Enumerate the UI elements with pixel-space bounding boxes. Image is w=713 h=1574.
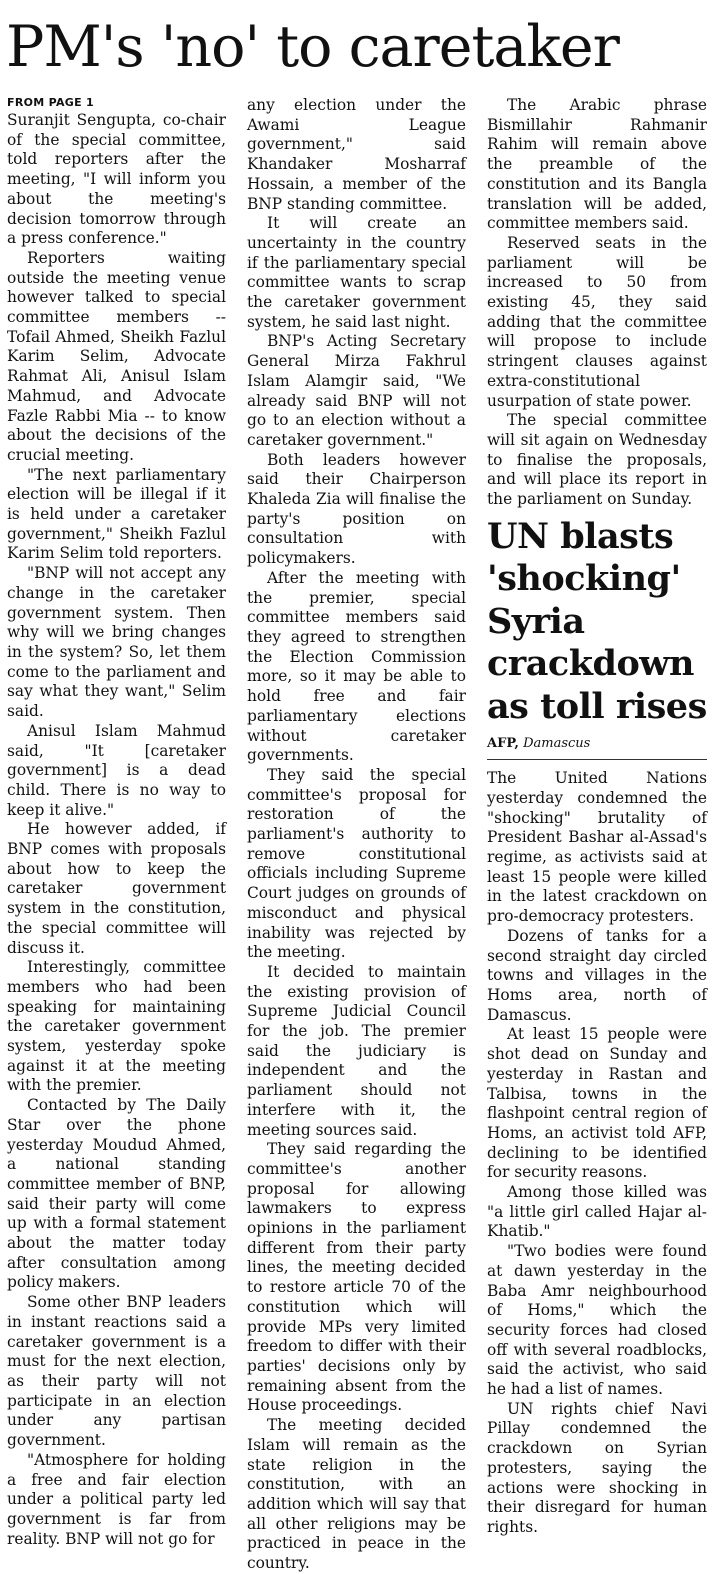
paragraph: He however added, if BNP comes with proposals about how to keep the caretaker government system in the constitution, the special committee will discuss it.: [7, 820, 226, 957]
story1-column-3: [487, 96, 707, 1538]
paragraph: They said the special committee's proposal for restoration of the parliament's authority to remove constitutional officials including Supreme Court judges on grounds of misconduct and physical inability was rejected by the meeting.: [247, 765, 466, 962]
paragraph: The United Nations yesterday condemned the "shocking" brutality of President Bashar al-Assad's regime, as activists said at least 15 people were killed in the latest crackdown on pro-democracy protesters.: [487, 769, 707, 926]
paragraph: any election under the Awami League government," said Khandaker Mosharraf Hossain, a member of the BNP standing committee.: [247, 96, 466, 213]
paragraph: Contacted by The Daily Star over the phone yesterday Moudud Ahmed, a national standing committee member of BNP, said their party will come up with a formal statement about the matter today after consultation among policy makers.: [7, 1096, 226, 1292]
paragraph: They said regarding the committee's another proposal for allowing lawmakers to express opinions in the parliament different from their party lines, the meeting decided to restore article 70 of the constitution which will provide MPs very limited freedom to differ with their parties' decisions only by remaining absent from the House proceedings.: [247, 1140, 466, 1415]
paragraph: UN rights chief Navi Pillay condemned the crackdown on Syrian protesters, saying the actions were shocking in their disregard for human rights.: [487, 1399, 707, 1536]
paragraph: Anisul Islam Mahmud said, "It [caretaker government] is a dead child. There is no way to keep it alive.": [7, 721, 226, 819]
paragraph: The Arabic phrase Bismillahir Rahmanir Rahim will remain above the preamble of the constitution and its Bangla translation will be added, committee members said.: [487, 96, 707, 233]
byline-dateline: Damascus: [523, 736, 591, 752]
paragraph: The meeting decided Islam will remain as the state religion in the constitution, with an addition which will say that all other religions may be practiced in peace in the country.: [247, 1416, 466, 1573]
paragraph: Suranjit Sengupta, co-chair of the special committee, told reporters after the meeting, "I will inform you about the meeting's decision tomorrow through a press conference.": [7, 111, 226, 248]
paragraph: It will create an uncertainty in the country if the parliamentary special committee wants to scrap the caretaker government system, he said last night.: [247, 214, 466, 331]
paragraph: Some other BNP leaders in instant reactions said a caretaker government is a must for the next election, as their party will not participate in an election under any partisan government.: [7, 1293, 226, 1450]
paragraph: "The next parliamentary election will be illegal if it is held under a caretaker government," Sheikh Fazlul Karim Selim told reporters.: [7, 465, 226, 563]
paragraph: Reporters waiting outside the meeting venue however talked to special committee members -- Tofail Ahmed, Sheikh Fazlul Karim Selim, Advocate Rahmat Ali, Anisul Islam Mahmud, and Advocate Fazle Rabbi Mia -- to know about the decisions of the crucial meeting.: [7, 248, 226, 464]
paragraph: After the meeting with the premier, special committee members said they agreed to strengthen the Election Commission more, so it may be able to hold free and fair parliamentary elections without caretaker governments.: [247, 568, 466, 765]
paragraph: "BNP will not accept any change in the caretaker government system. Then why will we bring changes in the system? So, let them come to the parliament and say what they want," Selim said.: [7, 564, 226, 721]
paragraph: The special committee will sit again on Wednesday to finalise the proposals, and will place its report in the parliament on Sunday.: [487, 411, 707, 509]
story2-byline: [487, 736, 707, 760]
paragraph: Dozens of tanks for a second straight day circled towns and villages in the Homs area, north of Damascus.: [487, 926, 707, 1024]
paragraph: Both leaders however said their Chairperson Khaleda Zia will finalise the party's position on consultation with policymakers.: [247, 450, 466, 568]
paragraph: It decided to maintain the existing provision of Supreme Judicial Council for the job. The premier said the judiciary is independent and the parliament should not interfere with it, the meeting sources said.: [247, 962, 466, 1139]
paragraph: "Atmosphere for holding a free and fair election under a political party led government is far from reality. BNP will not go for: [7, 1450, 226, 1548]
byline-agency: AFP,: [487, 736, 519, 752]
story1-column-1: [7, 96, 226, 1549]
headline: PM's 'no' to caretaker: [6, 14, 619, 80]
paragraph: At least 15 people were shot dead on Sunday and yesterday in Rastan and Talbisa, towns in the flashpoint central region of Homs, an activist told AFP, declining to be identified for security reasons.: [487, 1025, 707, 1182]
story1-column-2: [247, 96, 466, 1574]
from-page-label: FROM PAGE 1: [7, 96, 95, 109]
paragraph: Reserved seats in the parliament will be increased to 50 from existing 45, they said adding that the committee will propose to include stringent clauses against extra-constitutional usurpation of state power.: [487, 233, 707, 410]
paragraph: Among those killed was "a little girl called Hajar al-Khatib.": [487, 1183, 707, 1241]
story2-headline: UN blasts 'shocking' Syria crackdown as toll rises: [487, 515, 707, 727]
paragraph: BNP's Acting Secretary General Mirza Fakhrul Islam Alamgir said, "We already said BNP will not go to an election without a caretaker government.": [247, 332, 466, 449]
paragraph: Interestingly, committee members who had been speaking for maintaining the caretaker government system, yesterday spoke against it at the meeting with the premier.: [7, 958, 226, 1095]
paragraph: "Two bodies were found at dawn yesterday in the Baba Amr neighbourhood of Homs," which the security forces had closed off with several roadblocks, said the activist, who said he had a list of names.: [487, 1242, 707, 1399]
